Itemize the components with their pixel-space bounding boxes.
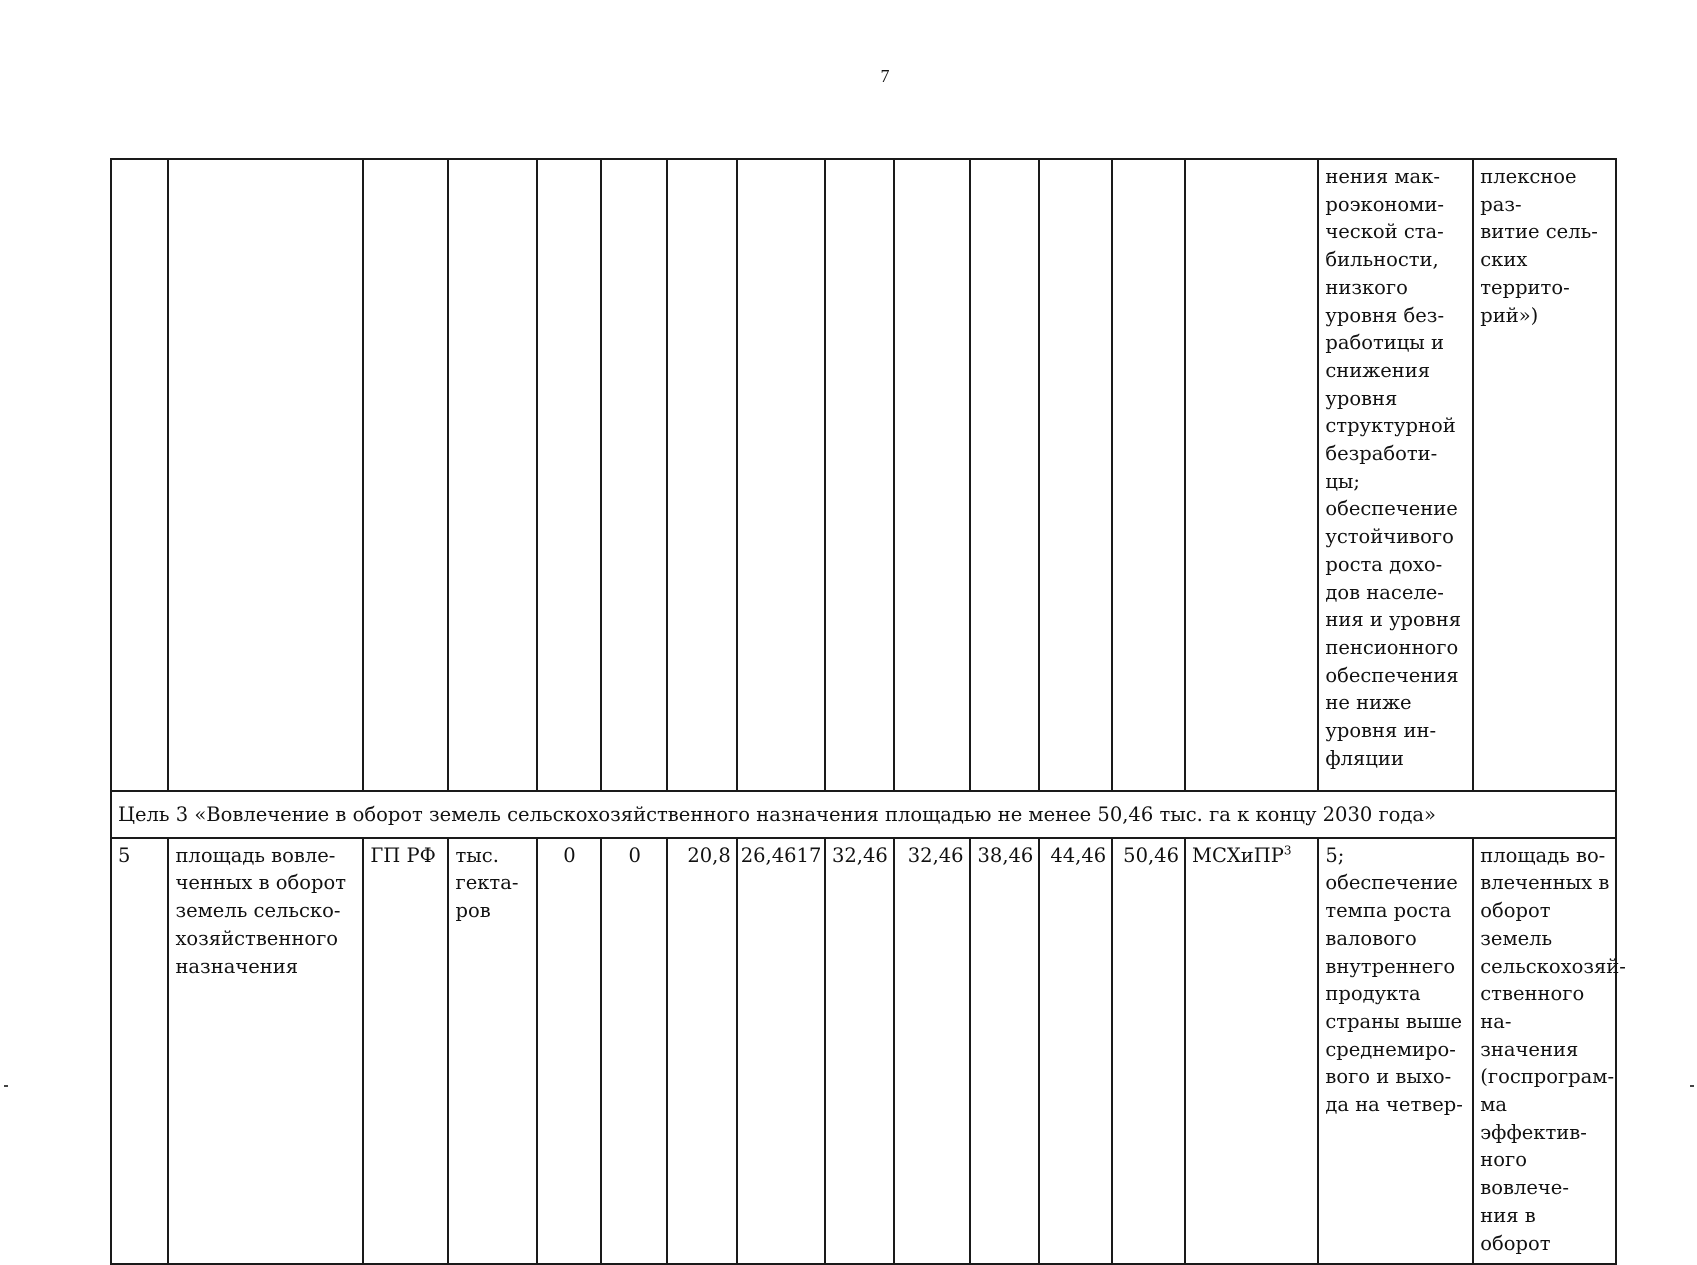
cell-empty (1039, 159, 1112, 791)
responsible-label: МСХиПР (1192, 843, 1284, 867)
footnote-mark: 3 (1283, 843, 1292, 858)
cell-empty (448, 159, 536, 791)
value-cell: 32,46 (825, 838, 894, 1265)
value-cell: 0 (601, 838, 667, 1265)
margin-mark (1690, 1085, 1694, 1087)
value-cell: 20,8 (667, 838, 737, 1265)
cell-empty (737, 159, 825, 791)
margin-mark (4, 1085, 8, 1087)
cell-empty (168, 159, 363, 791)
indicator-level: ГП РФ (363, 838, 448, 1265)
cell-empty (825, 159, 894, 791)
table-row (111, 838, 1616, 1265)
value-cell: 44,46 (1039, 838, 1112, 1265)
cell-empty (894, 159, 970, 791)
value-cell: 50,46 (1112, 838, 1185, 1265)
information-system-cell: площадь во- влеченных в оборот земель сельскохозяй- ственного на- значения (госпрограм- ма эффектив- ного вовлече- ния в оборот (1473, 838, 1616, 1265)
cell-empty (667, 159, 737, 791)
value-cell: 38,46 (970, 838, 1040, 1265)
value-cell: 0 (537, 838, 602, 1265)
continuation-row (111, 159, 1616, 791)
cell-empty (537, 159, 602, 791)
value-cell: 26,4617 (737, 838, 825, 1265)
cell-empty (1112, 159, 1185, 791)
responsible-cell (1185, 838, 1318, 1265)
information-system-cell: плексное раз- витие сель- ских террито- рий») (1473, 159, 1616, 791)
goal-title: Цель 3 «Вовлечение в оборот земель сельскохозяйственного назначения площадью не менее 50,46 тыс. га к концу 2030 года» (111, 791, 1616, 838)
page-number: 7 (880, 66, 890, 86)
connection-cell: нения мак- роэкономи- ческой ста- бильности, низкого уровня без- работицы и снижения уровня структурной безработи- цы; обеспечение устойчивого роста дохо- дов населе- ния и уровня пенсионного обеспечения не ниже уровня ин- фляции (1318, 159, 1473, 791)
goal-row (111, 791, 1616, 838)
indicators-table (110, 158, 1626, 1265)
row-number: 5 (111, 838, 168, 1265)
cell-empty (601, 159, 667, 791)
cell-empty (970, 159, 1040, 791)
unit-of-measure: тыс. гекта- ров (448, 838, 536, 1265)
cell-empty (1185, 159, 1318, 791)
cell-empty (363, 159, 448, 791)
connection-cell: 5; обеспечение темпа роста валового внутреннего продукта страны выше среднемиро- вого и выхо- да на четвер- (1318, 838, 1473, 1265)
cell-empty (111, 159, 168, 791)
value-cell: 32,46 (894, 838, 970, 1265)
indicator-name: площадь вовле- ченных в оборот земель сельско- хозяйственного назначения (168, 838, 363, 1265)
